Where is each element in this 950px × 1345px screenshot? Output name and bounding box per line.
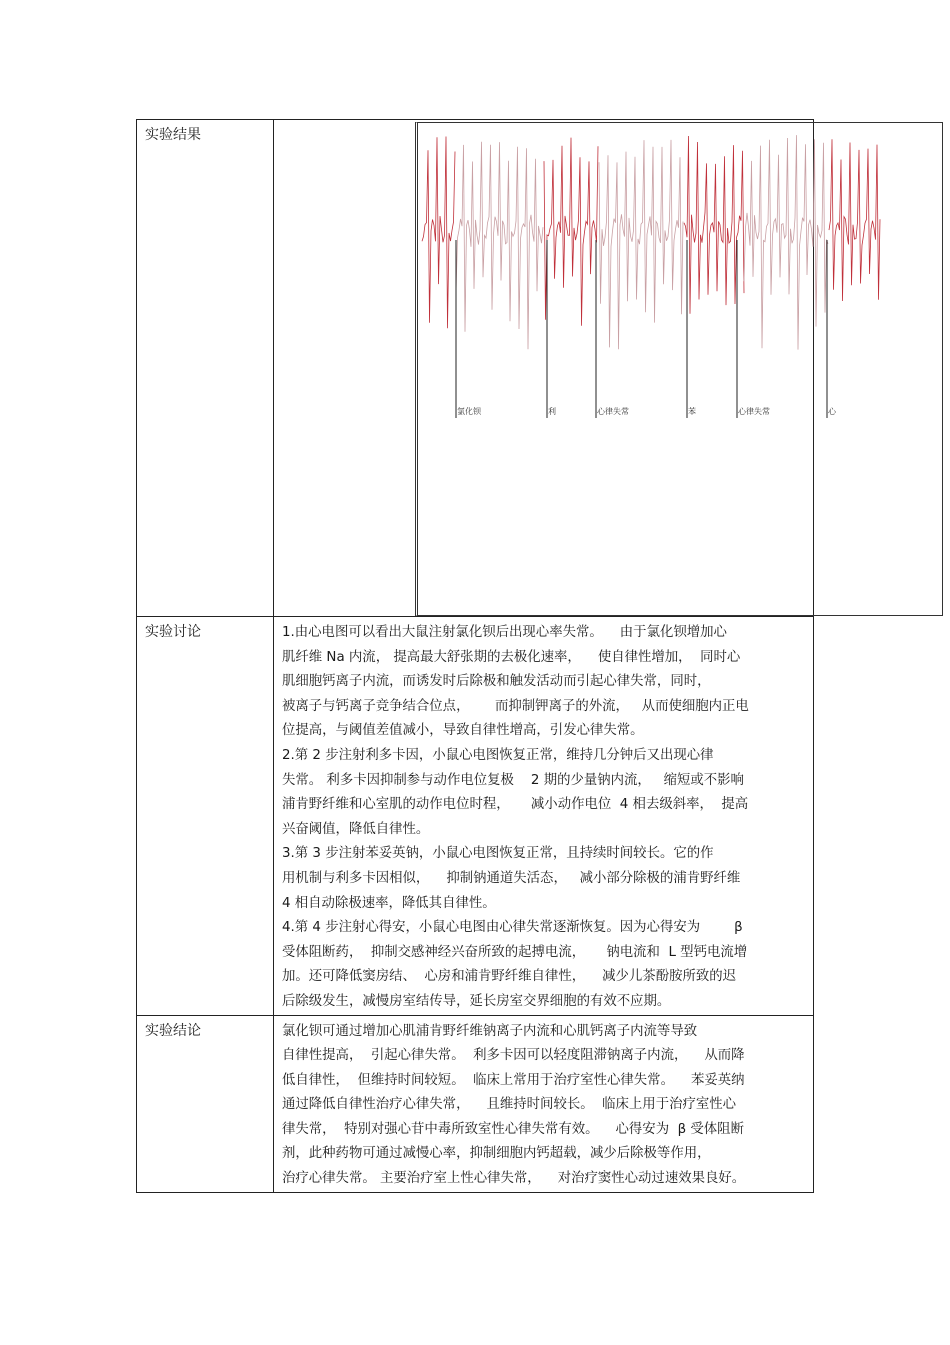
discussion-line: 肌细胞钙离子内流，而诱发时后除极和触发活动而引起心律失常，同时， bbox=[282, 674, 711, 690]
discussion-line: 3.第 3 步注射苯妥英钠，小鼠心电图恢复正常，且持续时间较长。它的作 bbox=[282, 846, 714, 862]
event-marker-label: 利 bbox=[548, 407, 556, 416]
ecg-graph-area bbox=[274, 120, 836, 616]
event-marker-label: 心 bbox=[828, 407, 836, 416]
label-discussion: 实验讨论 bbox=[137, 617, 274, 1016]
discussion-line: 失常。 利多卡因抑制参与动作电位复极 2 期的少量钠内流， 缩短或不影响 bbox=[282, 772, 744, 788]
ecg-trace-segment bbox=[829, 139, 880, 301]
row-results bbox=[137, 120, 814, 617]
ecg-trace-segment bbox=[599, 140, 683, 349]
conclusion-line: 律失常， 特别对强心苷中毒所致室性心律失常有效。 心得安为 β 受体阻断 bbox=[282, 1121, 744, 1137]
label-results: 实验结果 bbox=[137, 120, 274, 617]
ecg-trace-segment bbox=[456, 142, 543, 350]
conclusion-lines bbox=[282, 1020, 807, 1192]
ecg-trace-segment bbox=[684, 136, 744, 314]
ecg-trace-segment bbox=[744, 135, 828, 350]
event-marker-label: 心律失常 bbox=[597, 407, 629, 416]
conclusion-line: 剂，此种药物可通过减慢心率，抑制细胞内钙超载，减少后除极等作用， bbox=[282, 1146, 711, 1162]
discussion-line: 后除级发生，减慢房室结传导，延长房室交界细胞的有效不应期。 bbox=[282, 993, 671, 1009]
row-conclusion bbox=[137, 1015, 814, 1192]
discussion-content bbox=[274, 617, 814, 1016]
conclusion-line: 通过降低自律性治疗心律失常， 且维持时间较长。 临床上用于治疗室性心 bbox=[282, 1097, 737, 1113]
discussion-line: 4.第 4 步注射心得安，小鼠心电图由心律失常逐渐恢复。因为心得安为 β bbox=[282, 920, 743, 936]
conclusion-content bbox=[274, 1015, 814, 1192]
discussion-lines bbox=[282, 621, 807, 1015]
discussion-line: 2.第 2 步注射利多卡因，小鼠心电图恢复正常，维持几分钟后又出现心律 bbox=[282, 747, 714, 763]
discussion-line: 1.由心电图可以看出大鼠注射氯化钡后出现心率失常。 由于氯化钡增加心 bbox=[282, 625, 727, 640]
ecg-trace-segment bbox=[544, 138, 598, 326]
conclusion-line: 氯化钡可通过增加心肌浦肯野纤维钠离子内流和心肌钙离子内流等导致 bbox=[282, 1023, 698, 1039]
discussion-line: 位提高，与阈值差值减小，导致自律性增高，引发心律失常。 bbox=[282, 723, 644, 739]
event-marker-label: 氯化钡 bbox=[457, 407, 481, 416]
discussion-line: 兴奋阈值，降低自律性。 bbox=[282, 821, 430, 837]
results-graph-cell bbox=[274, 120, 836, 617]
event-marker-label: 苯 bbox=[688, 407, 696, 416]
row-discussion bbox=[137, 617, 814, 1016]
discussion-line: 用机制与利多卡因相似， 抑制钠通道失活态， 减小部分除极的浦肯野纤维 bbox=[282, 870, 741, 886]
conclusion-line: 自律性提高， 引起心律失常。 利多卡因可以轻度阻滞钠离子内流， 从而降 bbox=[282, 1048, 745, 1064]
conclusion-line: 治疗心律失常。 主要治疗室上性心律失常， 对治疗窦性心动过速效果良好。 bbox=[282, 1171, 746, 1187]
discussion-line: 受体阻断药， 抑制交感神经兴奋所致的起搏电流， 钠电流和 L 型钙电流增 bbox=[282, 944, 748, 960]
discussion-line: 肌纤维 Na 内流， 提高最大舒张期的去极化速率， 使自律性增加， 同时心 bbox=[282, 649, 741, 665]
discussion-line: 4 相自动除极速率，降低其自律性。 bbox=[282, 895, 496, 911]
experiment-report-table bbox=[136, 119, 836, 1193]
event-marker-label: 心律失常 bbox=[738, 407, 770, 416]
ecg-trace-chart bbox=[274, 120, 950, 616]
conclusion-line: 低自律性， 但维持时间较短。 临床上常用于治疗室性心律失常。 苯妥英纳 bbox=[282, 1072, 745, 1088]
discussion-line: 被离子与钙离子竞争结合位点， 而抑制钾离子的外流， 从而使细胞内正电 bbox=[282, 698, 749, 714]
discussion-line: 浦肯野纤维和心室肌的动作电位时程， 减小动作电位 4 相去级斜率， 提高 bbox=[282, 797, 749, 813]
ecg-trace-segment bbox=[422, 137, 455, 329]
label-conclusion: 实验结论 bbox=[137, 1015, 274, 1192]
discussion-line: 加。还可降低窦房结、 心房和浦肯野纤维自律性， 减少儿茶酚胺所致的迟 bbox=[282, 969, 737, 985]
